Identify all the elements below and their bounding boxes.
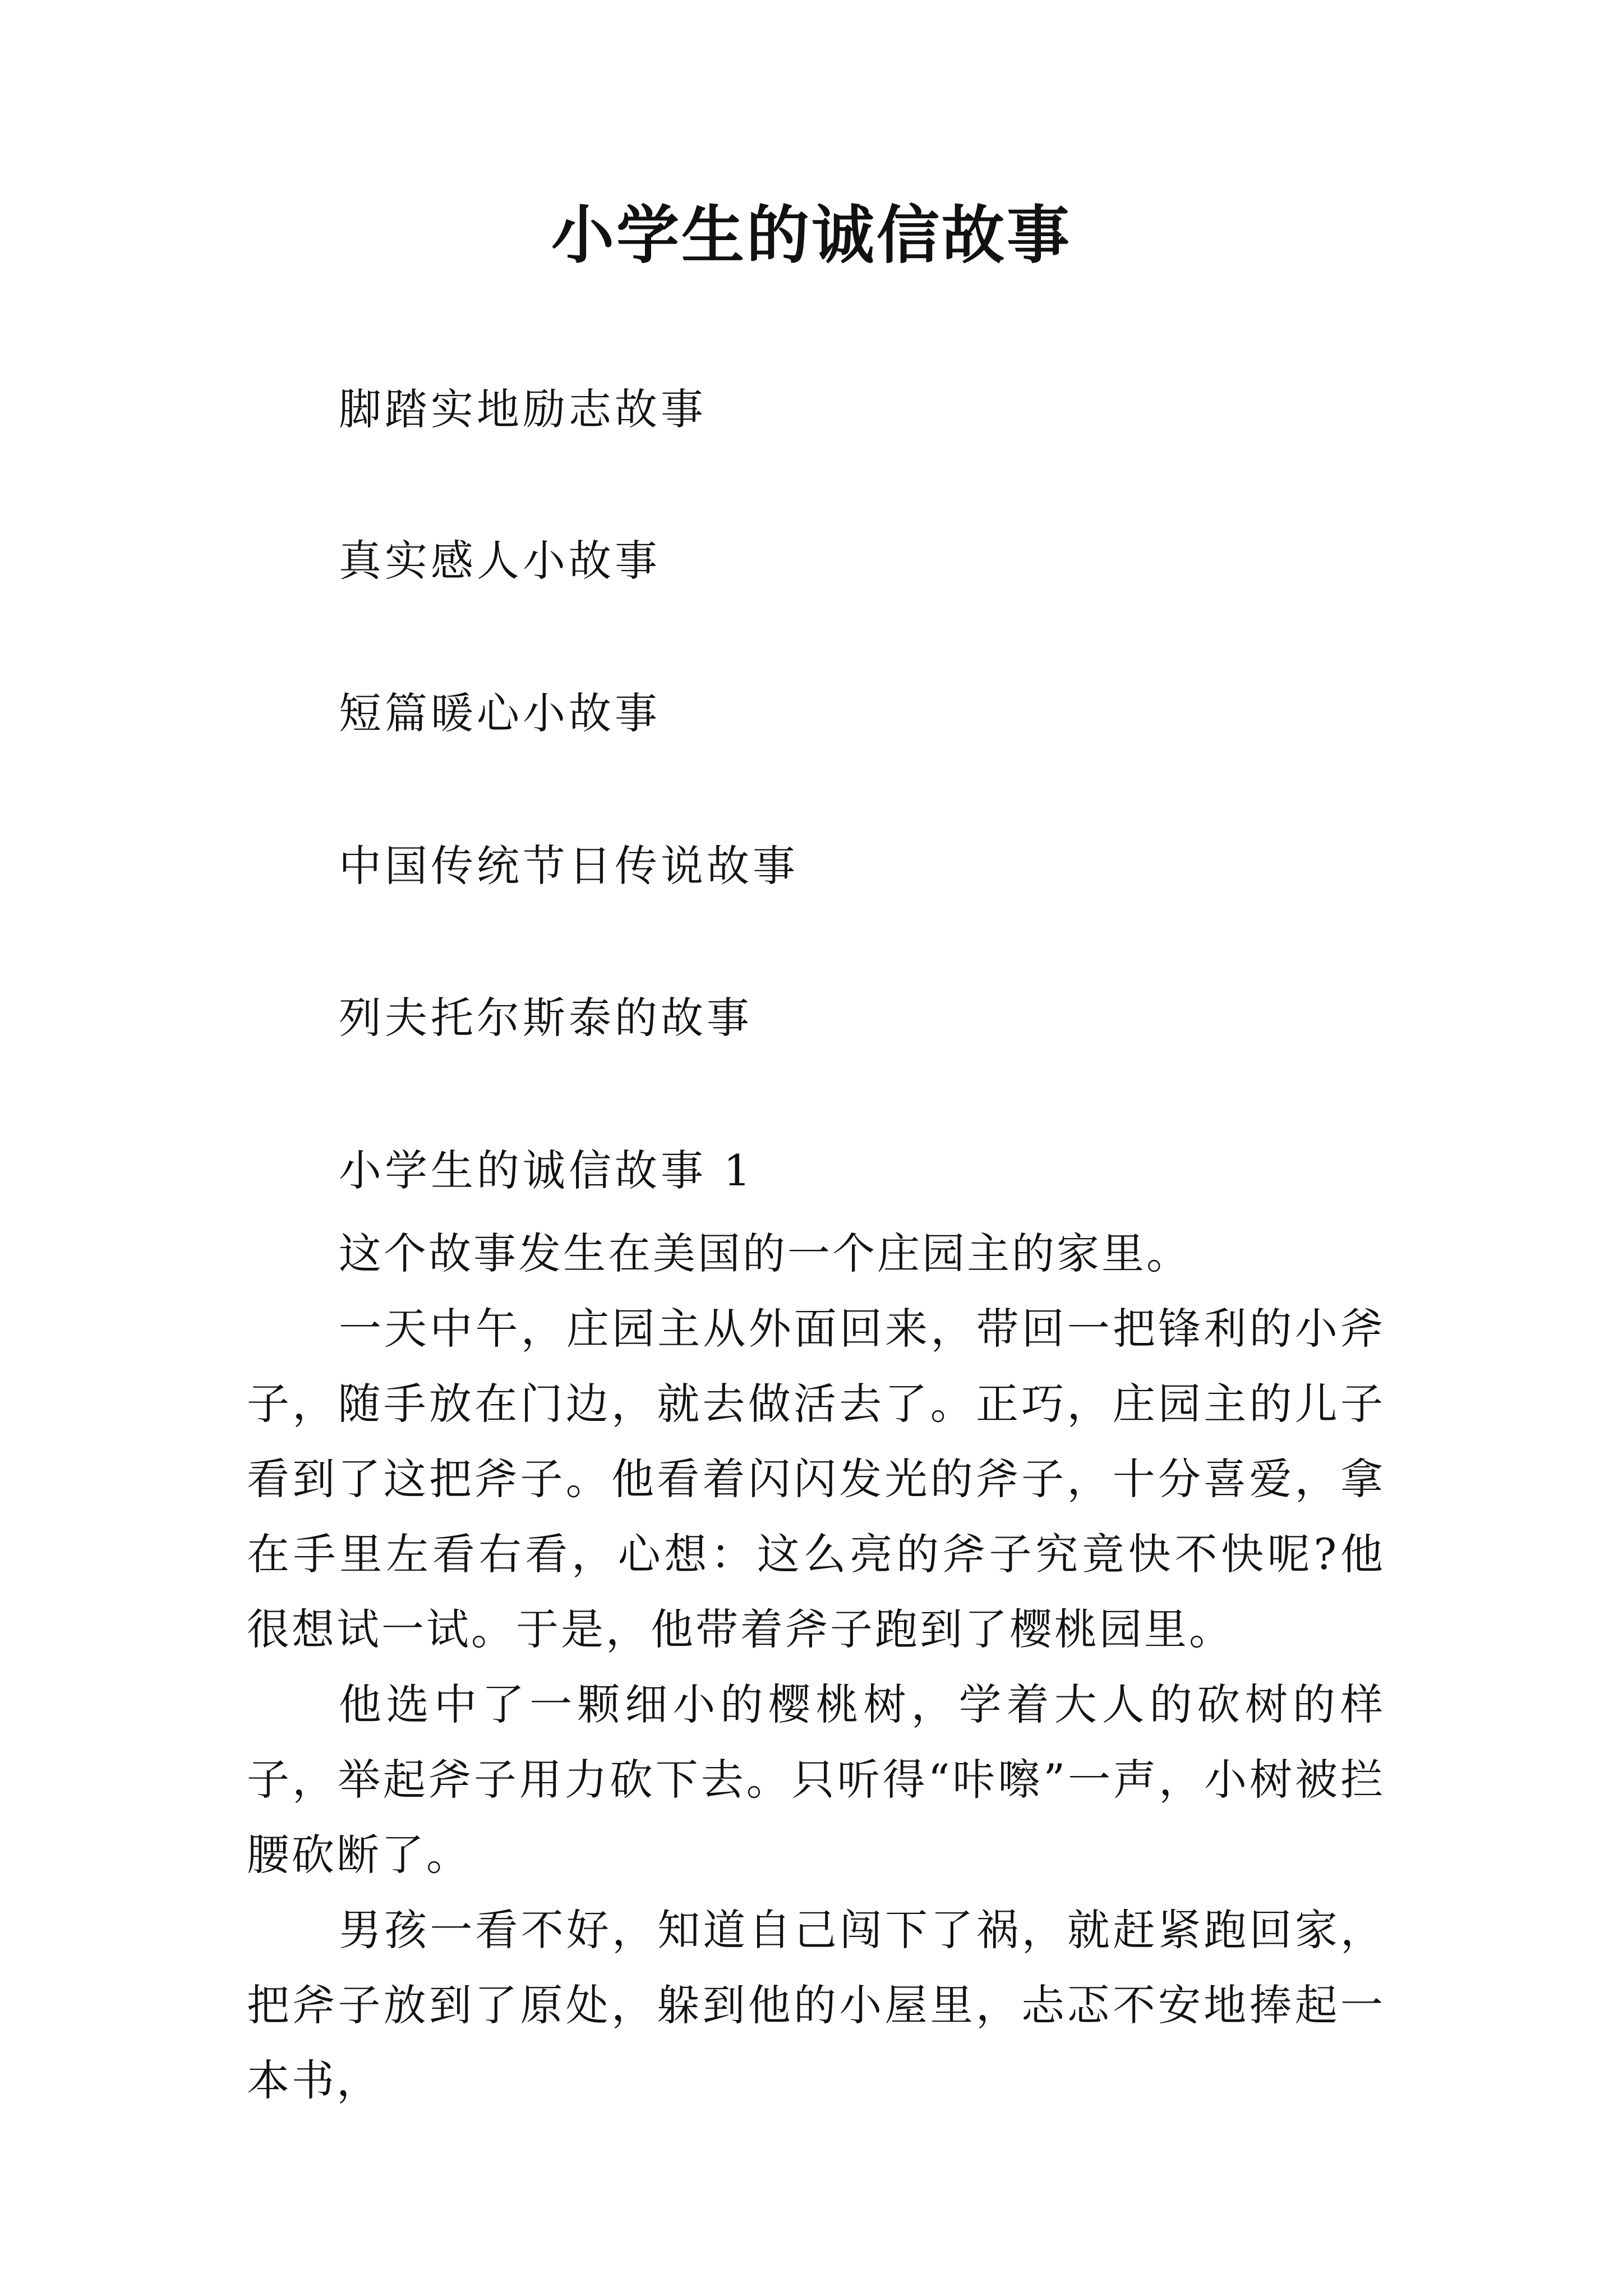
related-link-5[interactable]: 列夫托尔斯泰的故事 — [339, 993, 753, 1043]
related-link-2[interactable]: 真实感人小故事 — [339, 536, 661, 586]
story-body — [247, 1216, 1385, 2118]
paragraph-2: 一天中午，庄园主从外面回来，带回一把锋利的小斧子，随手放在门边，就去做活去了。正巧，庄园主的儿子看到了这把斧子。他看着闪闪发光的斧子，十分喜爱，拿在手里左看右看，心想：这么亮的斧子究竟快不快呢?他很想试一试。于是，他带着斧子跑到了樱桃园里。 — [247, 1304, 1385, 1654]
paragraph-3: 他选中了一颗细小的樱桃树，学着大人的砍树的样子，举起斧子用力砍下去。只听得“咔嚓”一声，小树被拦腰砍断了。 — [247, 1680, 1385, 1880]
related-link-4[interactable]: 中国传统节日传说故事 — [339, 841, 799, 891]
related-link-1[interactable]: 脚踏实地励志故事 — [339, 384, 707, 434]
paragraph-1: 这个故事发生在美国的一个庄园主的家里。 — [339, 1228, 1191, 1278]
related-link-3[interactable]: 短篇暖心小故事 — [339, 688, 661, 738]
paragraph-4: 男孩一看不好，知道自己闯下了祸，就赶紧跑回家，把斧子放到了原处，躲到他的小屋里，忐忑不安地捧起一本书， — [247, 1905, 1385, 2105]
section-heading: 小学生的诚信故事 1 — [339, 1145, 754, 1195]
page-title: 小学生的诚信故事 — [551, 199, 1072, 272]
